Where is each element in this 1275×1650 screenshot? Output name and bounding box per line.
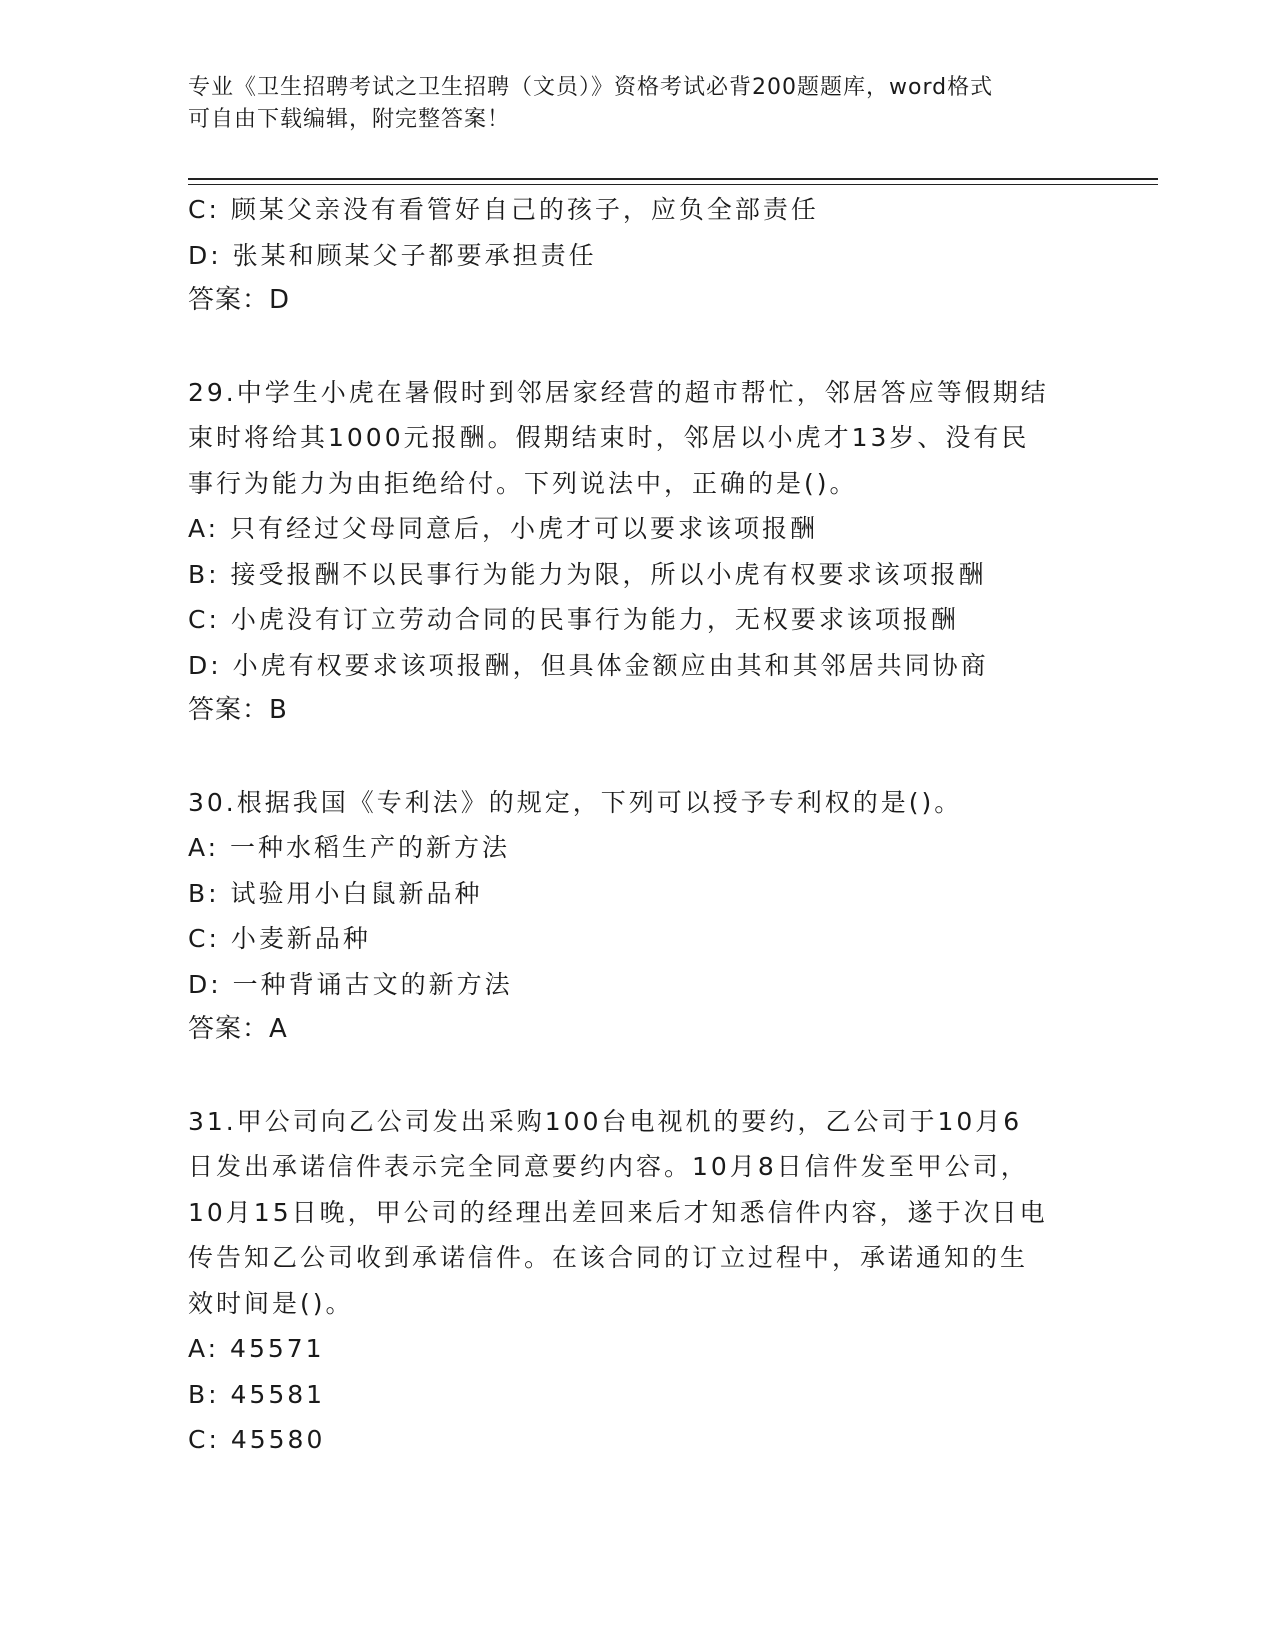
question-stem-line: 束时将给其1000元报酬。假期结束时，邻居以小虎才13岁、没有民 — [188, 423, 1030, 452]
option-c: C: 45580 — [188, 1425, 326, 1454]
question-stem-line: 传告知乙公司收到承诺信件。在该合同的订立过程中，承诺通知的生 — [188, 1243, 1029, 1272]
option-c: C: 顾某父亲没有看管好自己的孩子，应负全部责任 — [188, 195, 819, 224]
option-d: D: 小虎有权要求该项报酬，但具体金额应由其和其邻居共同协商 — [188, 650, 989, 680]
answer: 答案：A — [188, 1014, 288, 1044]
question-29 — [188, 370, 1088, 734]
option-b: B: 接受报酬不以民事行为能力为限，所以小虎有权要求该项报酬 — [188, 559, 987, 589]
question-stem-line: 日发出承诺信件表示完全同意要约内容。10月8日信件发至甲公司， — [188, 1152, 1029, 1181]
header-divider-thick — [188, 178, 1158, 180]
spacer — [188, 324, 1088, 370]
answer: 答案：B — [188, 695, 288, 725]
option-a: A: 一种水稻生产的新方法 — [188, 833, 511, 862]
spacer — [188, 734, 1088, 780]
option-c: C: 小虎没有订立劳动合同的民事行为能力，无权要求该项报酬 — [188, 605, 959, 634]
question-stem-line: 事行为能力为由拒绝给付。下列说法中，正确的是()。 — [188, 468, 858, 498]
question-stem-line: 31.甲公司向乙公司发出采购100台电视机的要约，乙公司于10月6 — [188, 1106, 1023, 1136]
header-divider-thin — [188, 184, 1158, 185]
question-stem-line: 效时间是()。 — [188, 1288, 354, 1318]
option-a: A: 45571 — [188, 1334, 325, 1363]
question-31 — [188, 1099, 1088, 1463]
option-d: D: 一种背诵古文的新方法 — [188, 969, 513, 999]
document-header — [188, 72, 1088, 136]
option-b: B: 试验用小白鼠新品种 — [188, 878, 483, 908]
question-stem-line: 30.根据我国《专利法》的规定，下列可以授予专利权的是()。 — [188, 787, 963, 817]
spacer — [188, 1053, 1088, 1099]
question-28-tail — [188, 187, 1088, 324]
header-title-line-1: 专业《卫生招聘考试之卫生招聘（文员）》资格考试必背200题题库，word格式 — [188, 75, 994, 100]
document-body — [188, 187, 1088, 1463]
answer: 答案：D — [188, 285, 291, 315]
question-stem-line: 29.中学生小虎在暑假时到邻居家经营的超市帮忙，邻居答应等假期结 — [188, 377, 1049, 407]
question-stem-line: 10月15日晚，甲公司的经理出差回来后才知悉信件内容，遂于次日电 — [188, 1197, 1048, 1227]
option-c: C: 小麦新品种 — [188, 924, 371, 953]
option-d: D: 张某和顾某父子都要承担责任 — [188, 240, 597, 270]
question-30 — [188, 780, 1088, 1053]
option-a: A: 只有经过父母同意后，小虎才可以要求该项报酬 — [188, 514, 819, 543]
header-title-line-2: 可自由下载编辑，附完整答案！ — [188, 107, 511, 132]
option-b: B: 45581 — [188, 1379, 326, 1409]
